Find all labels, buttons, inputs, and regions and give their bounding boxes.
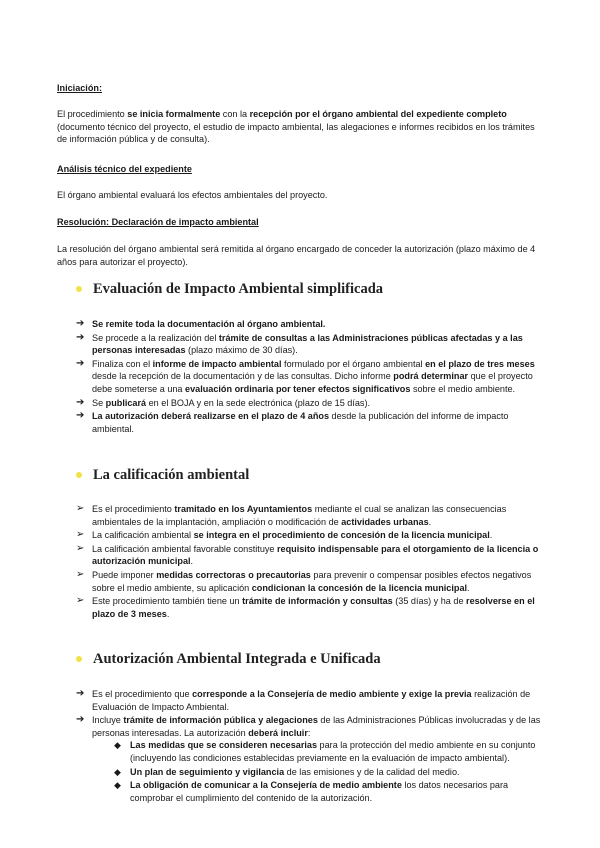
list-item: ➢ La calificación ambiental favorable constituye requisito indispensable para el otorgamiento de la licencia o autorización municipal. <box>76 542 539 567</box>
diamond-icon: ◆ <box>114 780 121 791</box>
iniciacion-heading: Iniciación: <box>57 83 102 93</box>
list-item: ➔ Se remite toda la documentación al órgano ambiental. <box>76 318 326 329</box>
sub-list-item: ◆ La obligación de comunicar a la Consejería de medio ambiente los datos necesarios para comprobar el cumplimiento del contenido de la autorización. <box>114 780 509 803</box>
list-item: ➔ La autorización deberá realizarse en el plazo de 4 años desde la publicación del informe de impacto ambiental. <box>76 410 509 434</box>
triangle-arrow-icon: ➢ <box>76 542 85 554</box>
analisis-heading: Análisis técnico del expediente <box>57 164 192 174</box>
iniciacion-paragraph: El procedimiento se inicia formalmente con la recepción por el órgano ambiental del expediente completo (documento técnico del proyecto, el estudio de impacto ambiental, las alegaciones e informes recibidos en los trámites de información pública y de consulta). <box>57 109 535 145</box>
autorizacion-ambiental-list <box>76 688 546 805</box>
section-heading-eia-simplificada: Evaluación de Impacto Ambiental simplificada <box>76 283 383 296</box>
arrow-icon: ➔ <box>76 714 85 726</box>
triangle-arrow-icon: ➢ <box>76 568 85 580</box>
list-item: ➔ Se procede a la realización del trámite de consultas a las Administraciones públicas afectadas y a las personas interesadas (plazo máximo de 30 días). <box>76 331 523 356</box>
list-item: ➢ Puede imponer medidas correctoras o precautorias para prevenir o compensar posibles efectos negativos sobre el medio ambiente, su aplicación condicionan la concesión de la licencia municipal. <box>76 568 532 593</box>
arrow-icon: ➔ <box>76 318 85 329</box>
analisis-paragraph: El órgano ambiental evaluará los efectos ambientales del proyecto. <box>57 190 328 200</box>
arrow-icon: ➔ <box>76 410 85 422</box>
bullet-dot-icon <box>76 286 82 292</box>
arrow-icon: ➔ <box>76 688 85 699</box>
triangle-arrow-icon: ➢ <box>76 595 85 607</box>
list-item: ➢ Es el procedimiento tramitado en los Ayuntamientos mediante el cual se analizan las consecuencias ambientales de la implantación, ampliación o modificación de actividades urbanas. <box>76 503 507 527</box>
list-item: ➔ Incluye trámite de información pública y alegaciones de las Administraciones Públicas involucradas y de las personas interesadas. La autorización deberá incluir: ◆ Las medidas que se consideren necesarias para la protección del medio ambiente en su conjunto (incluyendo las condiciones establecidas previamente en la evaluación de impacto ambiental). ◆ Un plan de seguimiento y vigilancia de las emisiones y de la calidad del medio. ◆ La obligación de comunicar a la Consejería de medio ambiente los datos necesarios para comprobar el cumplimiento del contenido de la autorización. <box>76 714 546 804</box>
calificacion-ambiental-list <box>76 503 546 621</box>
list-item: ➢ Este procedimiento también tiene un trámite de información y consultas (35 días) y ha de resolverse en el plazo de 3 meses. <box>76 595 535 619</box>
bullet-dot-icon <box>76 656 82 662</box>
section-heading-autorizacion-ambiental: Autorización Ambiental Integrada e Unificada <box>76 653 381 666</box>
triangle-arrow-icon: ➢ <box>76 503 85 514</box>
arrow-icon: ➔ <box>76 357 85 369</box>
list-item: ➢ La calificación ambiental se integra en el procedimiento de concesión de la licencia municipal. <box>76 529 493 541</box>
resolucion-paragraph: La resolución del órgano ambiental será remitida al órgano encargado de conceder la autorización (plazo máximo de 4 años para autorizar el proyecto). <box>57 244 536 267</box>
sub-list-item: ◆ Las medidas que se consideren necesarias para la protección del medio ambiente en su conjunto (incluyendo las condiciones establecidas previamente en la evaluación de impacto ambiental). <box>114 740 536 763</box>
arrow-icon: ➔ <box>76 396 85 408</box>
section-heading-calificacion-ambiental: La calificación ambiental <box>76 469 249 482</box>
arrow-icon: ➔ <box>76 331 85 343</box>
sub-list-item: ◆ Un plan de seguimiento y vigilancia de las emisiones y de la calidad del medio. <box>114 766 460 777</box>
list-item: ➔ Se publicará en el BOJA y en la sede electrónica (plazo de 15 días). <box>76 396 371 408</box>
list-item: ➔ Es el procedimiento que corresponde a la Consejería de medio ambiente y exige la previa realización de Evaluación de Impacto Ambiental. <box>76 688 531 712</box>
bullet-dot-icon <box>76 472 82 478</box>
resolucion-heading: Resolución: Declaración de impacto ambiental <box>57 217 259 227</box>
list-item: ➔ Finaliza con el informe de impacto ambiental formulado por el órgano ambiental en el plazo de tres meses desde la recepción de la documentación y de las consultas. Dicho informe podrá determinar que el proyecto debe someterse a una evaluación ordinaria por tener efectos significativos sobre el medio ambiente. <box>76 357 535 394</box>
eia-simplificada-list <box>76 318 546 436</box>
diamond-icon: ◆ <box>114 740 121 751</box>
triangle-arrow-icon: ➢ <box>76 529 85 541</box>
autorizacion-sublist <box>92 739 546 804</box>
diamond-icon: ◆ <box>114 766 121 777</box>
